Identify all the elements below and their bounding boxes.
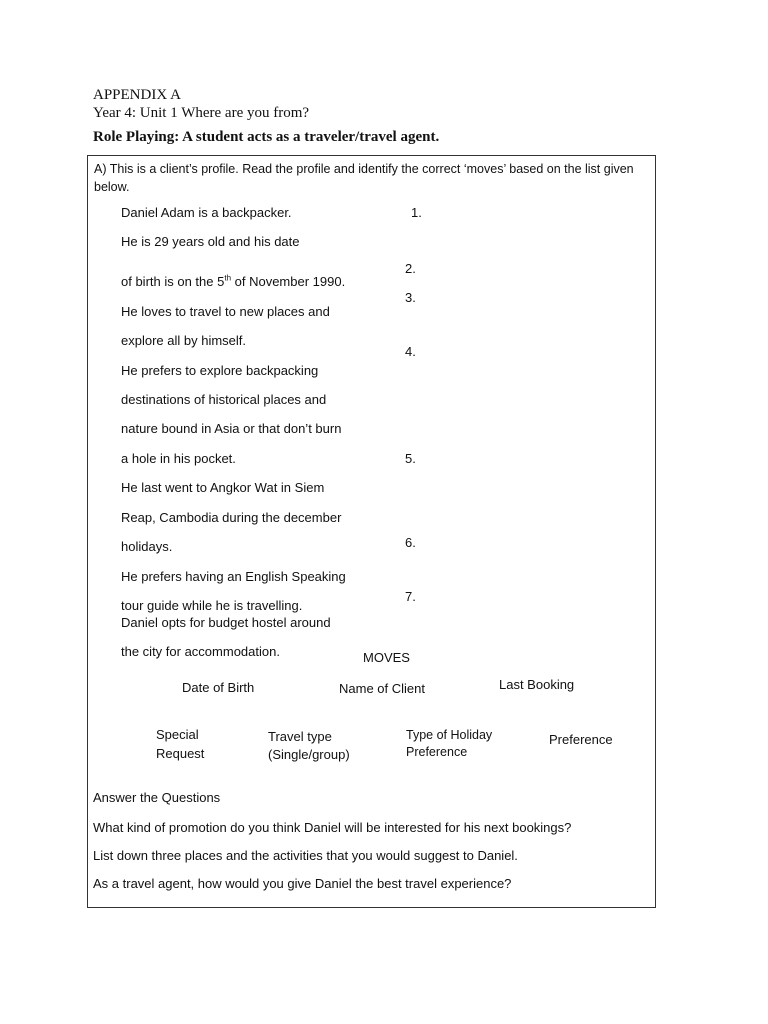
profile-line: holidays.	[121, 539, 173, 554]
move-special-request-line2: Request	[156, 746, 205, 761]
question-item: As a travel agent, how would you give Daniel the best travel experience?	[93, 876, 512, 891]
move-last-booking: Last Booking	[499, 677, 575, 692]
profile-line: of birth is on the 5	[121, 274, 225, 289]
profile-line: Reap, Cambodia during the december	[121, 510, 342, 525]
move-travel-type-line1: Travel type	[268, 729, 332, 744]
profile-line: He prefers having an English Speaking	[121, 569, 346, 584]
answer-number: 2.	[405, 261, 416, 276]
profile-line: destinations of historical places and	[121, 392, 327, 407]
answer-number: 5.	[405, 451, 416, 466]
question-item: List down three places and the activities that you would suggest to Daniel.	[93, 848, 518, 863]
profile-line: Daniel Adam is a backpacker.	[121, 205, 292, 220]
profile-line: He is 29 years old and his date	[121, 234, 300, 249]
task-intro: A) This is a client’s profile. Read the profile and identify the correct ‘moves’ based on the list given below.	[94, 162, 634, 194]
moves-title: MOVES	[363, 650, 410, 665]
profile-line-dob	[121, 274, 345, 289]
profile-line: Daniel opts for budget hostel around	[121, 615, 331, 630]
answer-number: 3.	[405, 290, 416, 305]
role-playing-title: Role Playing: A student acts as a traveler/travel agent.	[93, 129, 440, 145]
profile-line: He prefers to explore backpacking	[121, 363, 319, 378]
answer-number: 4.	[405, 344, 416, 359]
profile-line: a hole in his pocket.	[121, 451, 236, 466]
move-type-of-holiday-line1: Type of Holiday	[406, 728, 493, 742]
appendix-title: APPENDIX A	[93, 87, 181, 103]
move-travel-type-line2: (Single/group)	[268, 747, 350, 762]
answer-number: 6.	[405, 535, 416, 550]
profile-line: explore all by himself.	[121, 333, 246, 348]
question-item: What kind of promotion do you think Daniel will be interested for his next bookings?	[93, 820, 572, 835]
profile-line: He loves to travel to new places and	[121, 304, 330, 319]
move-date-of-birth: Date of Birth	[182, 680, 255, 695]
move-name-of-client: Name of Client	[339, 681, 425, 696]
move-special-request-line1: Special	[156, 727, 199, 742]
answer-number: 1.	[411, 205, 422, 220]
profile-line: He last went to Angkor Wat in Siem	[121, 480, 325, 495]
questions-heading: Answer the Questions	[93, 790, 221, 805]
profile-line: tour guide while he is travelling.	[121, 598, 303, 613]
answer-number: 7.	[405, 589, 416, 604]
profile-line: the city for accommodation.	[121, 644, 280, 659]
move-type-of-holiday-line2: Preference	[406, 745, 468, 759]
unit-title: Year 4: Unit 1 Where are you from?	[93, 105, 310, 121]
profile-line: nature bound in Asia or that don’t burn	[121, 421, 342, 436]
dob-superscript: th	[224, 273, 232, 283]
dob-tail: of November 1990.	[231, 274, 346, 289]
move-preference: Preference	[549, 732, 613, 747]
